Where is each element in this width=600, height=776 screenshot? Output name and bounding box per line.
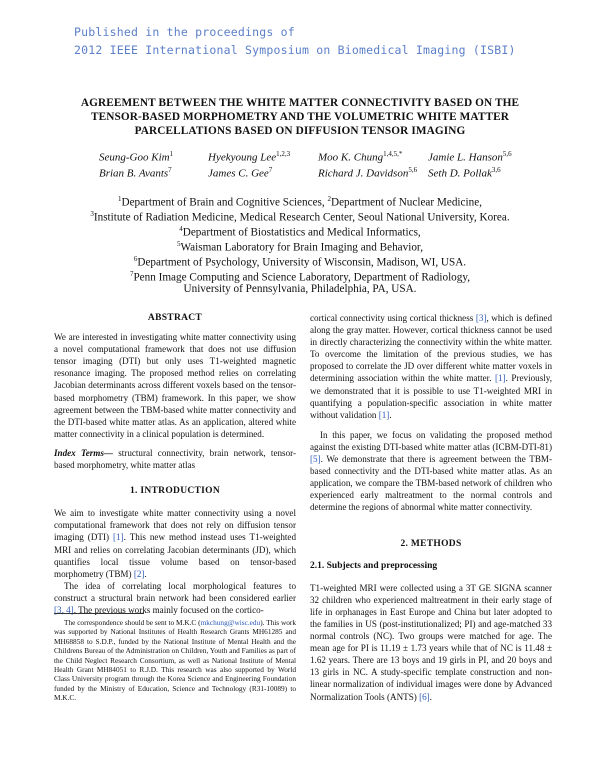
citation-link[interactable]: [1] [378, 409, 390, 420]
citation-link[interactable]: [1] [495, 373, 506, 384]
affiliation-line-2: $^3$Institute of Radiation Medicine, Medical Research Center, Seoul National University, Korea. [90, 210, 510, 224]
footnote-rule [54, 613, 144, 614]
abstract-text: We are interested in investigating white matter connectivity using a novel computational framework that does not use diffusion tensor imaging (DTI) but only uses T1-weighted magnetic resonance imaging. The proposed method relies on correlating Jacobian determinants across different voxels based on the tensor-based morphometry (TBM) framework. In this paper, we show agreement between the TBM-based white matter connectivity and the DTI-based white matter atlas. As an application, altered white matter connectivity in a clinical population is determined. [54, 332, 296, 439]
intro-paragraph-2: The idea of correlating local morphological features to construct a structural brain network had been considered earlier [3, 4]. The previous works mainly focused on the cortico- [54, 580, 296, 615]
author-gee: James C. Gee$^7$ [208, 166, 273, 180]
author-hanson: Jamie L. Hanson$^{5,6}$ [428, 150, 512, 164]
citation-link[interactable]: [1] [113, 532, 124, 543]
citation-link[interactable]: [2] [133, 568, 145, 579]
affiliation-line-6: $^7$Penn Image Computing and Science Laboratory, Department of Radiology, [129, 270, 471, 284]
left-column [54, 312, 296, 616]
affiliation-line-4: $^5$Waisman Laboratory for Brain Imaging and Behavior, [176, 240, 424, 254]
author-pollak: Seth D. Pollak$^{3,6}$ [428, 166, 501, 180]
abstract-heading: ABSTRACT [147, 313, 203, 323]
introduction-heading: 1. INTRODUCTION [129, 486, 220, 497]
email-link[interactable]: mkchung@wisc.edu [200, 618, 261, 627]
subjects-subheading: 2.1. Subjects and preprocessing [310, 560, 438, 571]
right-paragraph-1: cortical connectivity using cortical thickness [3], which is defined along the gray matter. However, cortical thickness cannot be used in directly characterizing the connectivity within the white matter. To overcome the limitation of the previous studies, we has proposed to correlate the JD over different white matter voxels in determining association within the white matter. [1]. Previously, we demonstrated that it is possible to use T1-weighted MRI in quantifying a population-specific association in white matter without validation [1]. [310, 313, 552, 420]
affiliation-line-5: $^6$Department of Psychology, University of Wisconsin, Madison, WI, USA. [133, 255, 467, 269]
methods-heading: 2. METHODS [400, 538, 462, 549]
citation-link[interactable]: [3] [475, 313, 487, 323]
citation-link[interactable]: [3, 4] [54, 604, 74, 615]
published-in-line: Published in the proceedings of [74, 25, 295, 39]
citation-link[interactable]: [5] [310, 454, 321, 465]
author-davidson: Richard J. Davidson$^{5,6}$ [318, 166, 418, 180]
footnote: The correspondence should be sent to M.K.C (mkchung@wisc.edu). This work was supported by National Institutes of Health Research Grants MH61285 and MH68858 to S.D.P., funded by the National Institute of Mental Health and the Childrens Bureau of the Administration on Children, Youth and Families as part of the Child Neglect Research Consortium, as well as National Institute of Mental Health Grant MH84051 to R.J.D. This research was also supported by World Class University program through the Korea Science and Engineering Foundation funded by the Ministry of Education, Science and Technology (R31-10089) to M.K.C. [54, 618, 296, 703]
affiliation-line-1: $^1$Department of Brain and Cognitive Sciences, $^2$Department of Nuclear Medicine, [118, 195, 482, 209]
intro-paragraph-1: We aim to investigate white matter connectivity using a novel computational framework that does not rely on diffusion tensor imaging (DTI) [1]. This new method instead uses T1-weighted MRI and relies on correlating Jacobian determinants (JD), which quantifies local tissue volume based on tensor-based morphometry (TBM) [2]. [54, 508, 296, 579]
right-column [310, 312, 552, 703]
methods-paragraph: T1-weighted MRI were collected using a 3T GE SIGNA scanner 32 children who experienced maltreatment in their early stage of life in orphanages in East Europe and China but later adopted to the families in US (post-institutionalized; PI) and age-matched 33 normal controls (NC). Two groups were matched for age. The mean age for PI is 11.19 ± 1.73 years while that of NC is 11.48 ± 1.62 years. There are 13 boys and 19 girls in PI, and 20 boys and 13 girls in NC. A study-specific template construction and non-linear normalization of individual images were done by Advanced Normalization Tools (ANTS) [6]. [310, 582, 552, 702]
conference-line: 2012 IEEE International Symposium on Biomedical Imaging (ISBI) [74, 43, 516, 57]
author-lee: Hyekyoung Lee$^{1,2,3}$ [208, 150, 291, 164]
affiliation-line-3: $^4$Department of Biostatistics and Medical Informatics, [179, 225, 421, 239]
index-terms: Index Terms— structural connectivity, brain network, tensor-based morphometry, white matter atlas [54, 447, 296, 471]
author-kim: Seung-Goo Kim$^1$ [99, 150, 174, 164]
paper-title: AGREEMENT BETWEEN THE WHITE MATTER CONNECTIVITY BASED ON THE TENSOR-BASED MORPHOMETRY AND THE VOLUMETRIC WHITE MATTER PARCELLATIONS BASED ON DIFFUSION TENSOR IMAGING [80, 97, 520, 137]
author-avants: Brian B. Avants$^7$ [99, 166, 172, 180]
right-paragraph-2: In this paper, we focus on validating the proposed method against the existing DTI-based white matter atlas (ICBM-DTI-81) [5]. We demonstrate that there is agreement between the TBM-based connectivity and the DTI-based white matter atlas. As an application, we compare the TBM-based network of children who experienced early maltreatment to the normal controls and determine the regions of abnormal white matter connectivity. [310, 429, 552, 513]
author-chung: Moo K. Chung$^{1,4,5,*}$ [318, 150, 403, 164]
affiliation-line-7: University of Pennsylvania, Philadelphia, PA, USA. [183, 283, 417, 295]
citation-link[interactable]: [6] [419, 691, 430, 702]
